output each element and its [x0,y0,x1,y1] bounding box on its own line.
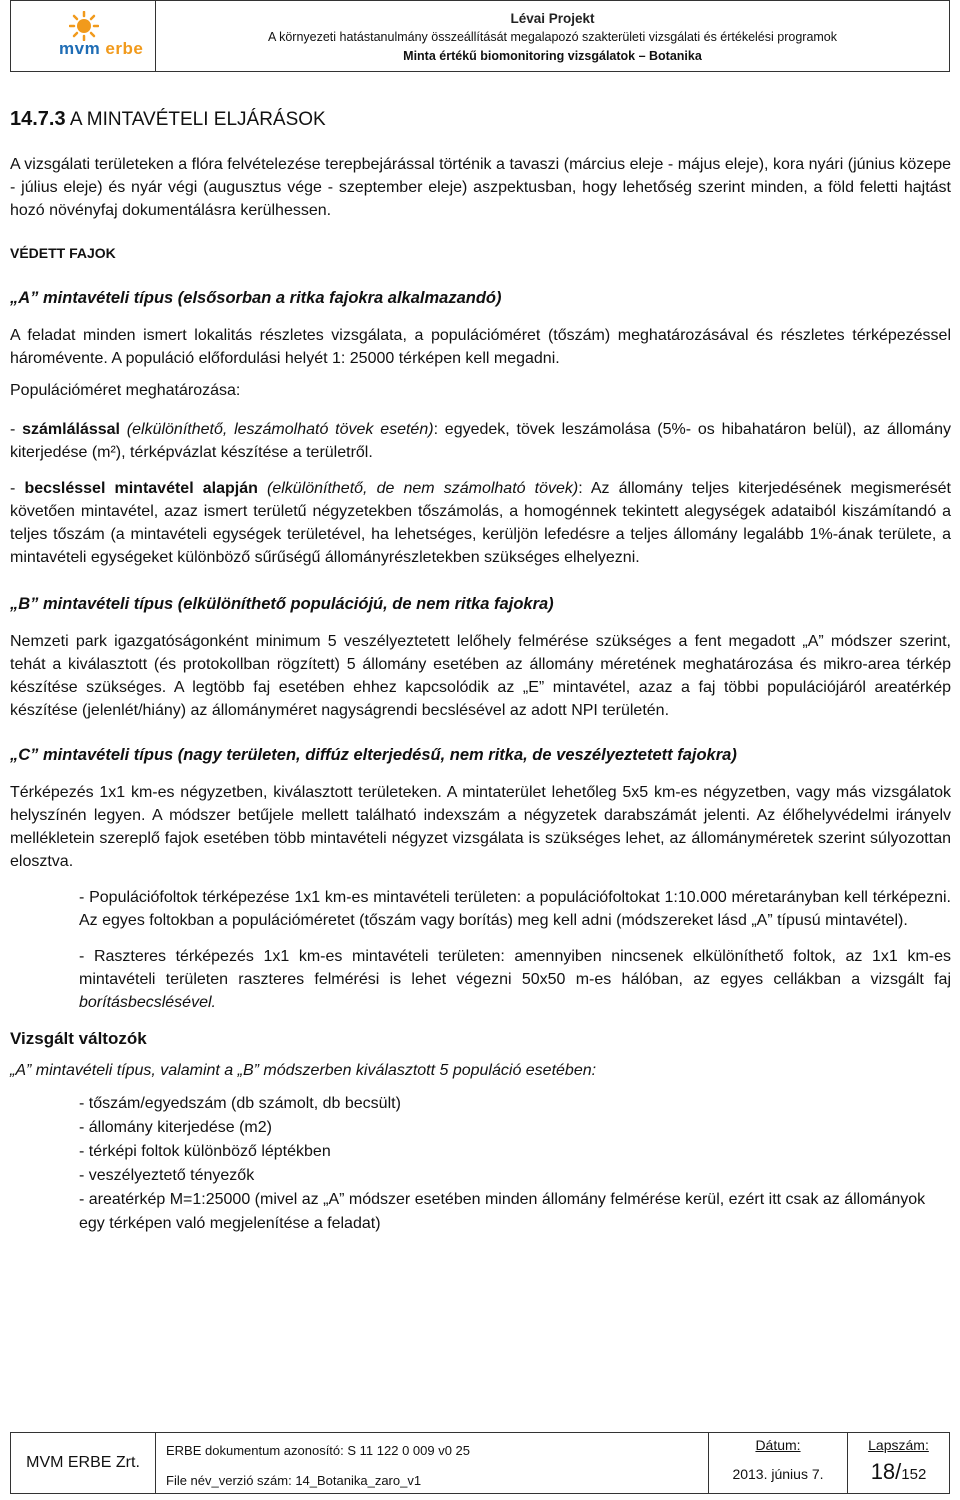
footer-doc-info [156,1433,709,1493]
variables-heading: Vizsgált változók [10,1029,147,1048]
variables-subheading: „A” mintavételi típus, valamint a „B” módszerben kiválasztott 5 populáció esetében: [10,1062,597,1079]
sun-logo-icon [69,11,99,41]
type-c-heading: „C” mintavételi típus (nagy területen, diffúz elterjedésű, nem ritka, de veszélyeztetett fajokra) [10,746,737,764]
document-body [10,108,951,1236]
list-item: - Raszteres térképezés 1x1 km-es mintavételi területen: amennyiben nincsenek elkülöníthető foltok, az 1x1 km-es mintavételi területen raszteres felmérési is lehet végezni 50x50 m-es hálóban, az egyes cellákban a vizsgált faj borításbecslésével. [79,948,951,1011]
section-heading: 14.7.3 A MINTAVÉTELI ELJÁRÁSOK [10,108,326,130]
page-number: 18/152 [870,1459,927,1484]
list-item: - Populációfoltok térképezése 1x1 km-es mintavételi területen: a populációfoltokat 1:10.000 méretarányban kell térképezni. Az egyes foltokban a populációméretet (tőszám vagy borítás) meg kell adni (módszereket lásd „A” típusú mintavétel). [79,889,951,929]
protected-species-heading: VÉDETT FAJOK [10,245,116,261]
logo-wordmark: mvm erbe [59,39,144,58]
list-item: - térképi foltok különböző léptékben [79,1143,331,1160]
type-c-paragraph: Térképezés 1x1 km-es négyzetben, kiválasztott területeken. A mintaterület lehetőleg 5x5 km-es négyzetben, vagy más vizsgálatok helyszínén legyen. A módszer betűjele mellett található indexszám a négyzetek darabszámát jelenti. Az élőhelyvédelmi irányelv mellékletein szereplő fajok esetében több mintavételi négyzet vizsgálata is szükséges lehet, az állományméretek szerint súlyozottan elosztva. [10,784,951,870]
list-item: - veszélyeztető tényezők [79,1167,255,1184]
company-logo [11,1,156,71]
footer-org: MVM ERBE Zrt. [11,1433,156,1493]
type-a-paragraph: A feladat minden ismert lokalitás részletes vizsgálata, a populációméret (tőszám) meghatározásával és részletes térképezéssel háromévente. A populáció előfordulási helyét 1: 25000 térképen kell megadni. [10,327,951,367]
variables-list [10,1092,951,1236]
type-b-paragraph: Nemzeti park igazgatóságonként minimum 5 veszélyeztetett lelőhely felmérése szükséges a fent megadott „A” módszer szerint, tehát a kiválasztott (és protokollban rögzített) 5 állomány esetében az állomány méretének meghatározása és mikro-area térkép készítése szükséges. A legtöbb faj esetében ehhez kapcsolódik az „E” mintavétel, azaz a faj többi populációjáról areatérkép készítése (jelenlét/hiány) az állományméret nagyságrendi becslésével az adott NPI területén. [10,633,951,719]
footer-page [848,1433,949,1493]
header-text [156,1,949,71]
date-label: Dátum: [755,1437,801,1453]
page-footer [10,1432,950,1494]
page-header [10,0,950,72]
project-title: Lévai Projekt [510,11,595,26]
list-item: - állomány kiterjedése (m2) [79,1119,272,1136]
counting-item: - számlálással (elkülöníthető, leszámolható tövek esetén): egyedek, tövek leszámolása (5%- os hibahatáron belül), az állomány kiterjedése (m²), térképvázlat készítése a területről. [10,421,951,461]
estimation-item: - becsléssel mintavétel alapján (elkülöníthető, de nem számolható tövek): Az állomány teljes kiterjedésének megismerését követően mintavétel, azaz ismert területű négyzetekben tőszámolás, a homogénnek tekintett alegységek adataiból kiszámítandó a teljes tőszám (a mintavételi egységek területével, ha lehetséges, kerüljön lefedésre a teljes állomány legalább 1%-ának területe, a mintavételi egységeket különböző sűrűségű állományrészletekben szükséges elhelyezni. [10,480,951,566]
file-name: File név_verzió szám: 14_Botanika_zaro_v1 [166,1473,422,1488]
type-c-list [10,886,951,1014]
page-label: Lapszám: [868,1437,929,1453]
type-b-heading: „B” mintavételi típus (elkülöníthető populációjú, de nem ritka fajokra) [10,595,554,613]
date-value: 2013. június 7. [732,1466,824,1482]
intro-paragraph: A vizsgálati területeken a flóra felvételezése terepbejárással történik a tavaszi (március eleje - május eleje), kora nyári (június közepe - július eleje) és nyár végi (augusztus vége - szeptember eleje) aszpektusban, hogy lehetőség szerint minden, a föld feletti hajtást hozó növényfaj dokumentálásra kerülhessen. [10,156,951,219]
project-subtitle: A környezeti hatástanulmány összeállítását megalapozó szakterületi vizsgálati és értékelési programok [267,30,838,44]
population-size-label: Populációméret meghatározása: [10,382,241,399]
section-title: Minta értékű biomonitoring vizsgálatok – Botanika [403,49,702,63]
list-item: - tőszám/egyedszám (db számolt, db becsült) [79,1095,401,1112]
footer-date [709,1433,848,1493]
type-a-heading: „A” mintavételi típus (elsősorban a ritka fajokra alkalmazandó) [10,289,502,307]
document-id: ERBE dokumentum azonosító: S 11 122 0 009 v0 25 [166,1443,471,1458]
list-item: - areatérkép M=1:25000 (mivel az „A” módszer esetében minden állomány felmérése kerül, ezért itt csak az állományok egy térképen való megjelenítése a feladat) [79,1191,926,1232]
